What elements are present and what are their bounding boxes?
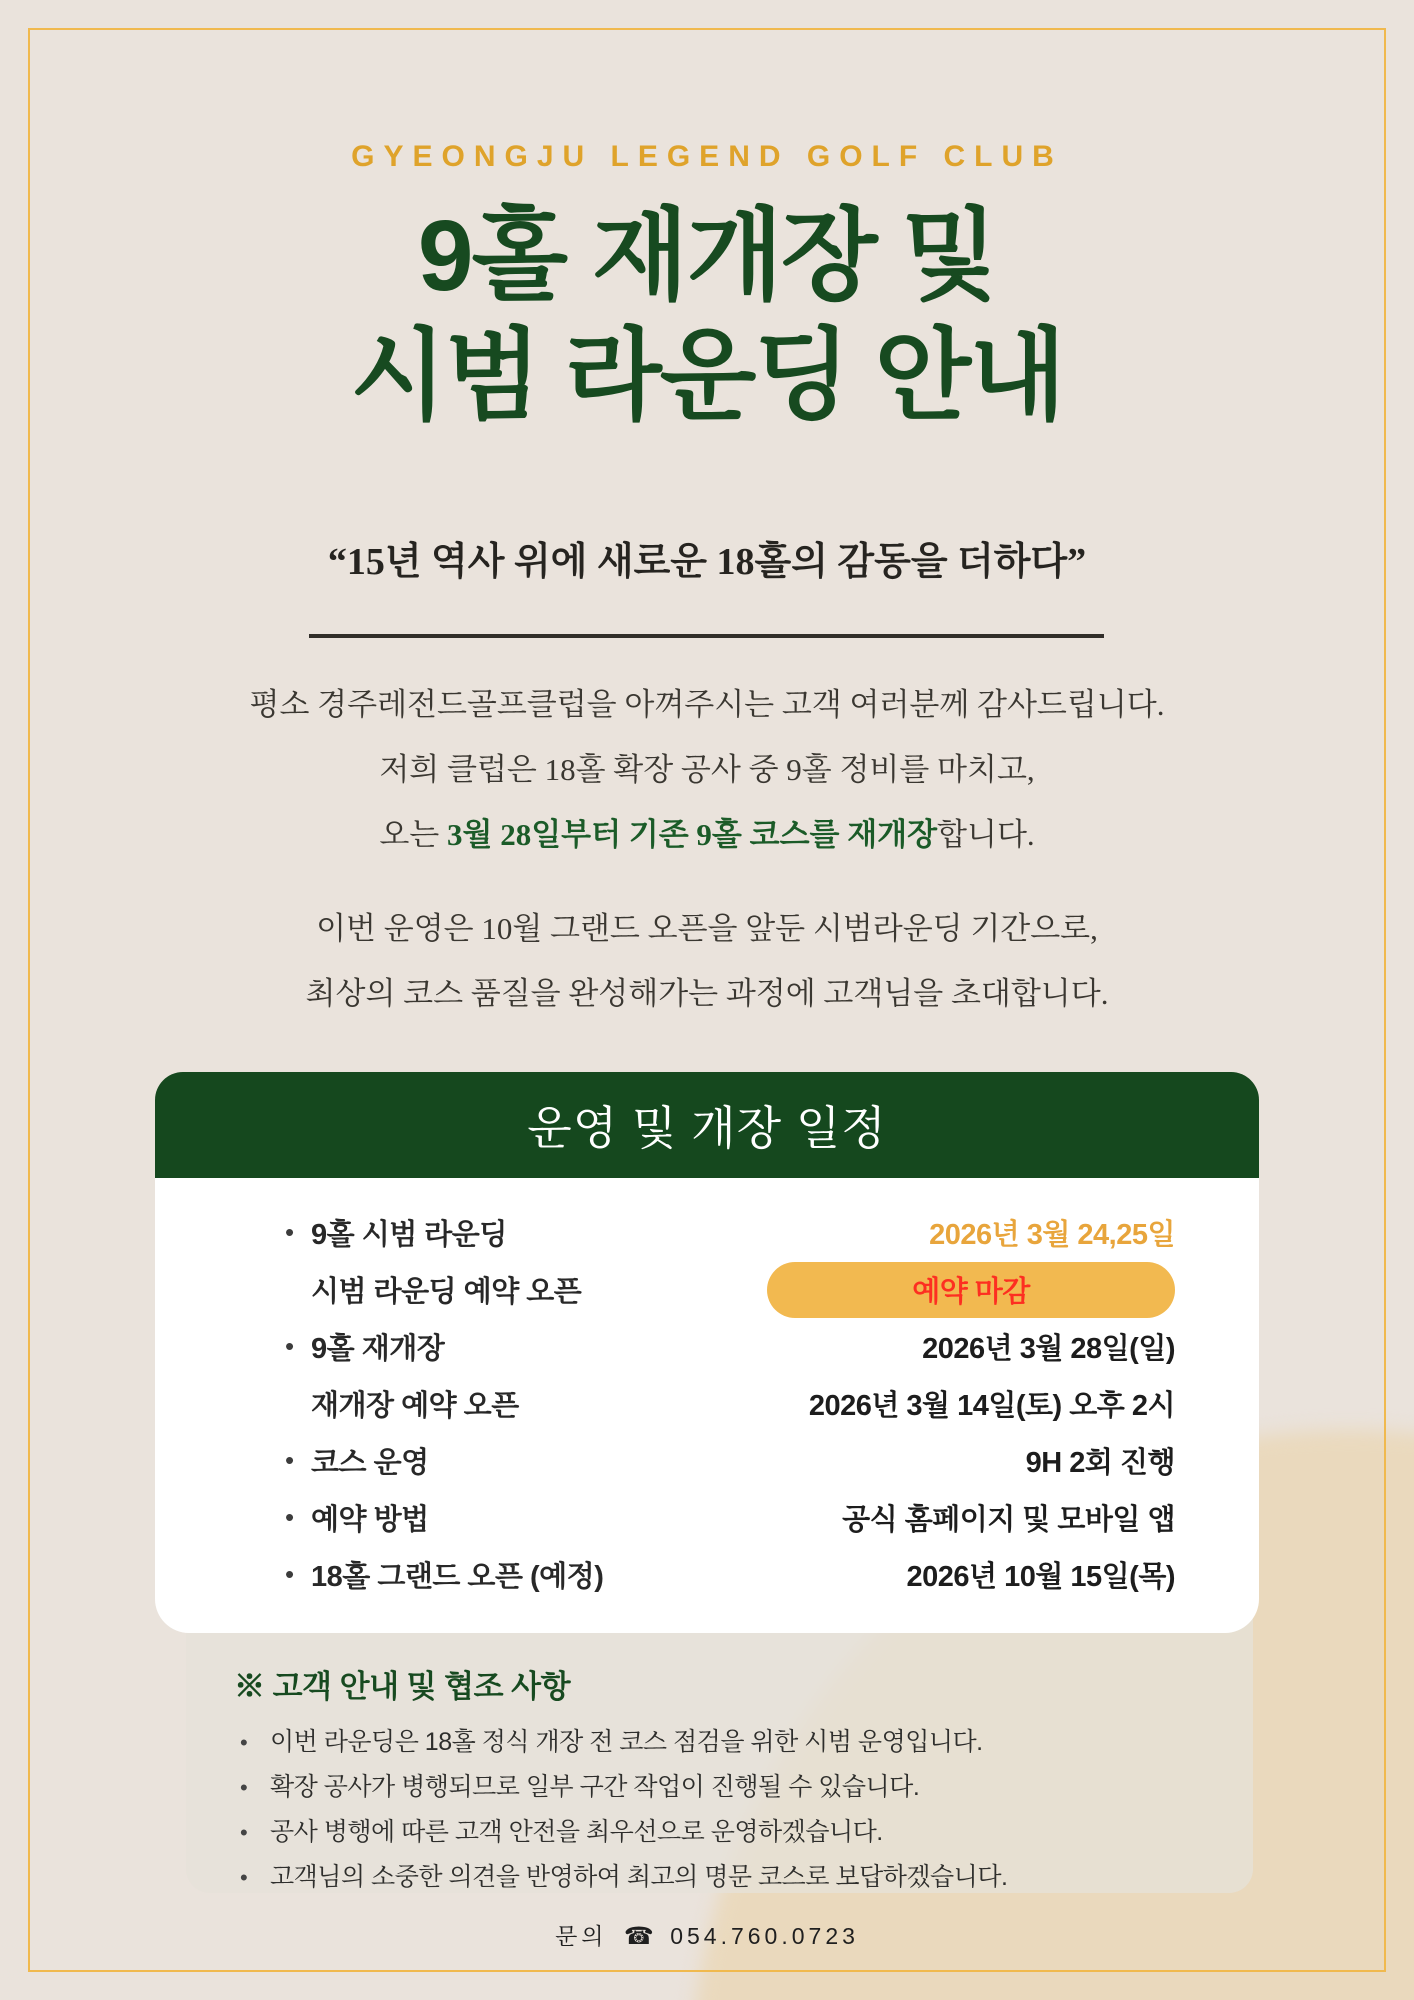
schedule-row-label: 9홀 시범 라운딩 (311, 1219, 507, 1251)
slogan-quote: “15년 역사 위에 새로운 18홀의 감동을 더하다” (327, 541, 1087, 583)
schedule-row-value: 2026년 3월 24,25일 (929, 1219, 1175, 1251)
schedule-row (285, 1489, 1175, 1546)
schedule-row-value: 2026년 3월 14일(토) 오후 2시 (808, 1390, 1175, 1422)
notice-section (186, 1597, 1253, 1893)
schedule-row-value: 공식 홈페이지 및 모바일 앱 (842, 1504, 1175, 1536)
intro-line: 최상의 코스 품질을 완성해가는 과정에 고객님을 초대합니다. (305, 976, 1109, 1011)
bullet-dot-icon: • (240, 1775, 248, 1800)
contact-footer (0, 1918, 1414, 1951)
intro-line: 저희 클럽은 18홀 확장 공사 중 9홀 정비를 마치고, (379, 752, 1035, 787)
bullet-dot-icon: • (240, 1820, 248, 1845)
page-title (0, 196, 1414, 436)
bullet-dot-icon: • (240, 1730, 248, 1755)
notice-header: ※ 고객 안내 및 협조 사항 (234, 1669, 571, 1704)
page-title-line2: 시범 라운딩 안내 (350, 320, 1064, 432)
schedule-row (285, 1546, 1175, 1603)
intro-line: 이번 운영은 10월 그랜드 오픈을 앞둔 시범라운딩 기간으로, (316, 911, 1098, 946)
schedule-row-left (285, 1497, 429, 1538)
club-name: GYEONGJU LEGEND GOLF CLUB (351, 140, 1063, 173)
intro-line: 평소 경주레전드골프클럽을 아껴주시는 고객 여러분께 감사드립니다. (249, 687, 1165, 722)
notice-item-text: 공사 병행에 따른 고객 안전을 최우선으로 운영하겠습니다. (270, 1818, 883, 1846)
bullet-dot-icon: • (285, 1502, 295, 1532)
divider (309, 634, 1104, 638)
bullet-dot-icon: • (285, 1331, 295, 1361)
contact-label: 문의 (555, 1923, 608, 1949)
schedule-row-value: 9H 2회 진행 (1025, 1447, 1175, 1479)
schedule-row-label: 코스 운영 (311, 1447, 429, 1479)
page-title-line1: 9홀 재개장 및 (417, 200, 997, 312)
schedule-row-label: 시범 라운딩 예약 오픈 (311, 1276, 582, 1308)
schedule-card (155, 1072, 1259, 1633)
notice-item-text: 확장 공사가 병행되므로 일부 구간 작업이 진행될 수 있습니다. (270, 1773, 920, 1801)
schedule-row-label: 18홀 그랜드 오픈 (예정) (311, 1561, 604, 1593)
intro-line (0, 802, 1414, 867)
schedule-row (285, 1432, 1175, 1489)
schedule-row-label: 예약 방법 (311, 1504, 429, 1536)
intro-line-prefix: 오는 (379, 817, 447, 852)
notice-item (234, 1720, 1213, 1765)
schedule-rows (155, 1178, 1259, 1633)
notice-item-text: 이번 라운딩은 18홀 정식 개장 전 코스 점검을 위한 시범 운영입니다. (270, 1728, 983, 1756)
schedule-row-left (285, 1326, 444, 1367)
schedule-row (285, 1375, 1175, 1432)
schedule-row-left (285, 1440, 429, 1481)
schedule-row-left (285, 1554, 603, 1595)
schedule-row-left (285, 1383, 519, 1424)
schedule-row (285, 1261, 1175, 1318)
schedule-row-left (285, 1269, 581, 1310)
notice-items (234, 1720, 1213, 1900)
contact-phone-number: 054.760.0723 (670, 1923, 859, 1949)
phone-icon: ☎ (623, 1923, 654, 1950)
bullet-dot-icon: • (285, 1445, 295, 1475)
reservation-closed-badge: 예약 마감 (767, 1262, 1175, 1318)
notice-item (234, 1765, 1213, 1810)
reopening-date-highlight: 3월 28일부터 기존 9홀 코스를 재개장 (447, 817, 938, 852)
schedule-row-label: 9홀 재개장 (311, 1333, 445, 1365)
schedule-row (285, 1318, 1175, 1375)
bullet-dot-icon: • (240, 1865, 248, 1890)
notice-item (234, 1855, 1213, 1900)
schedule-row (285, 1204, 1175, 1261)
intro-paragraph-2 (0, 896, 1414, 1026)
schedule-card-header: 운영 및 개장 일정 (155, 1072, 1259, 1178)
schedule-row-left (285, 1212, 507, 1253)
bullet-dot-icon: • (285, 1217, 295, 1247)
intro-line-suffix: 합니다. (937, 817, 1035, 852)
schedule-row-value: 2026년 3월 28일(일) (922, 1333, 1175, 1365)
intro-paragraph-1 (0, 672, 1414, 867)
notice-item-text: 고객님의 소중한 의견을 반영하여 최고의 명문 코스로 보답하겠습니다. (270, 1863, 1008, 1891)
bullet-dot-icon: • (285, 1559, 295, 1589)
schedule-row-value: 2026년 10월 15일(목) (906, 1561, 1175, 1593)
notice-item (234, 1810, 1213, 1855)
schedule-row-label: 재개장 예약 오픈 (311, 1390, 519, 1422)
